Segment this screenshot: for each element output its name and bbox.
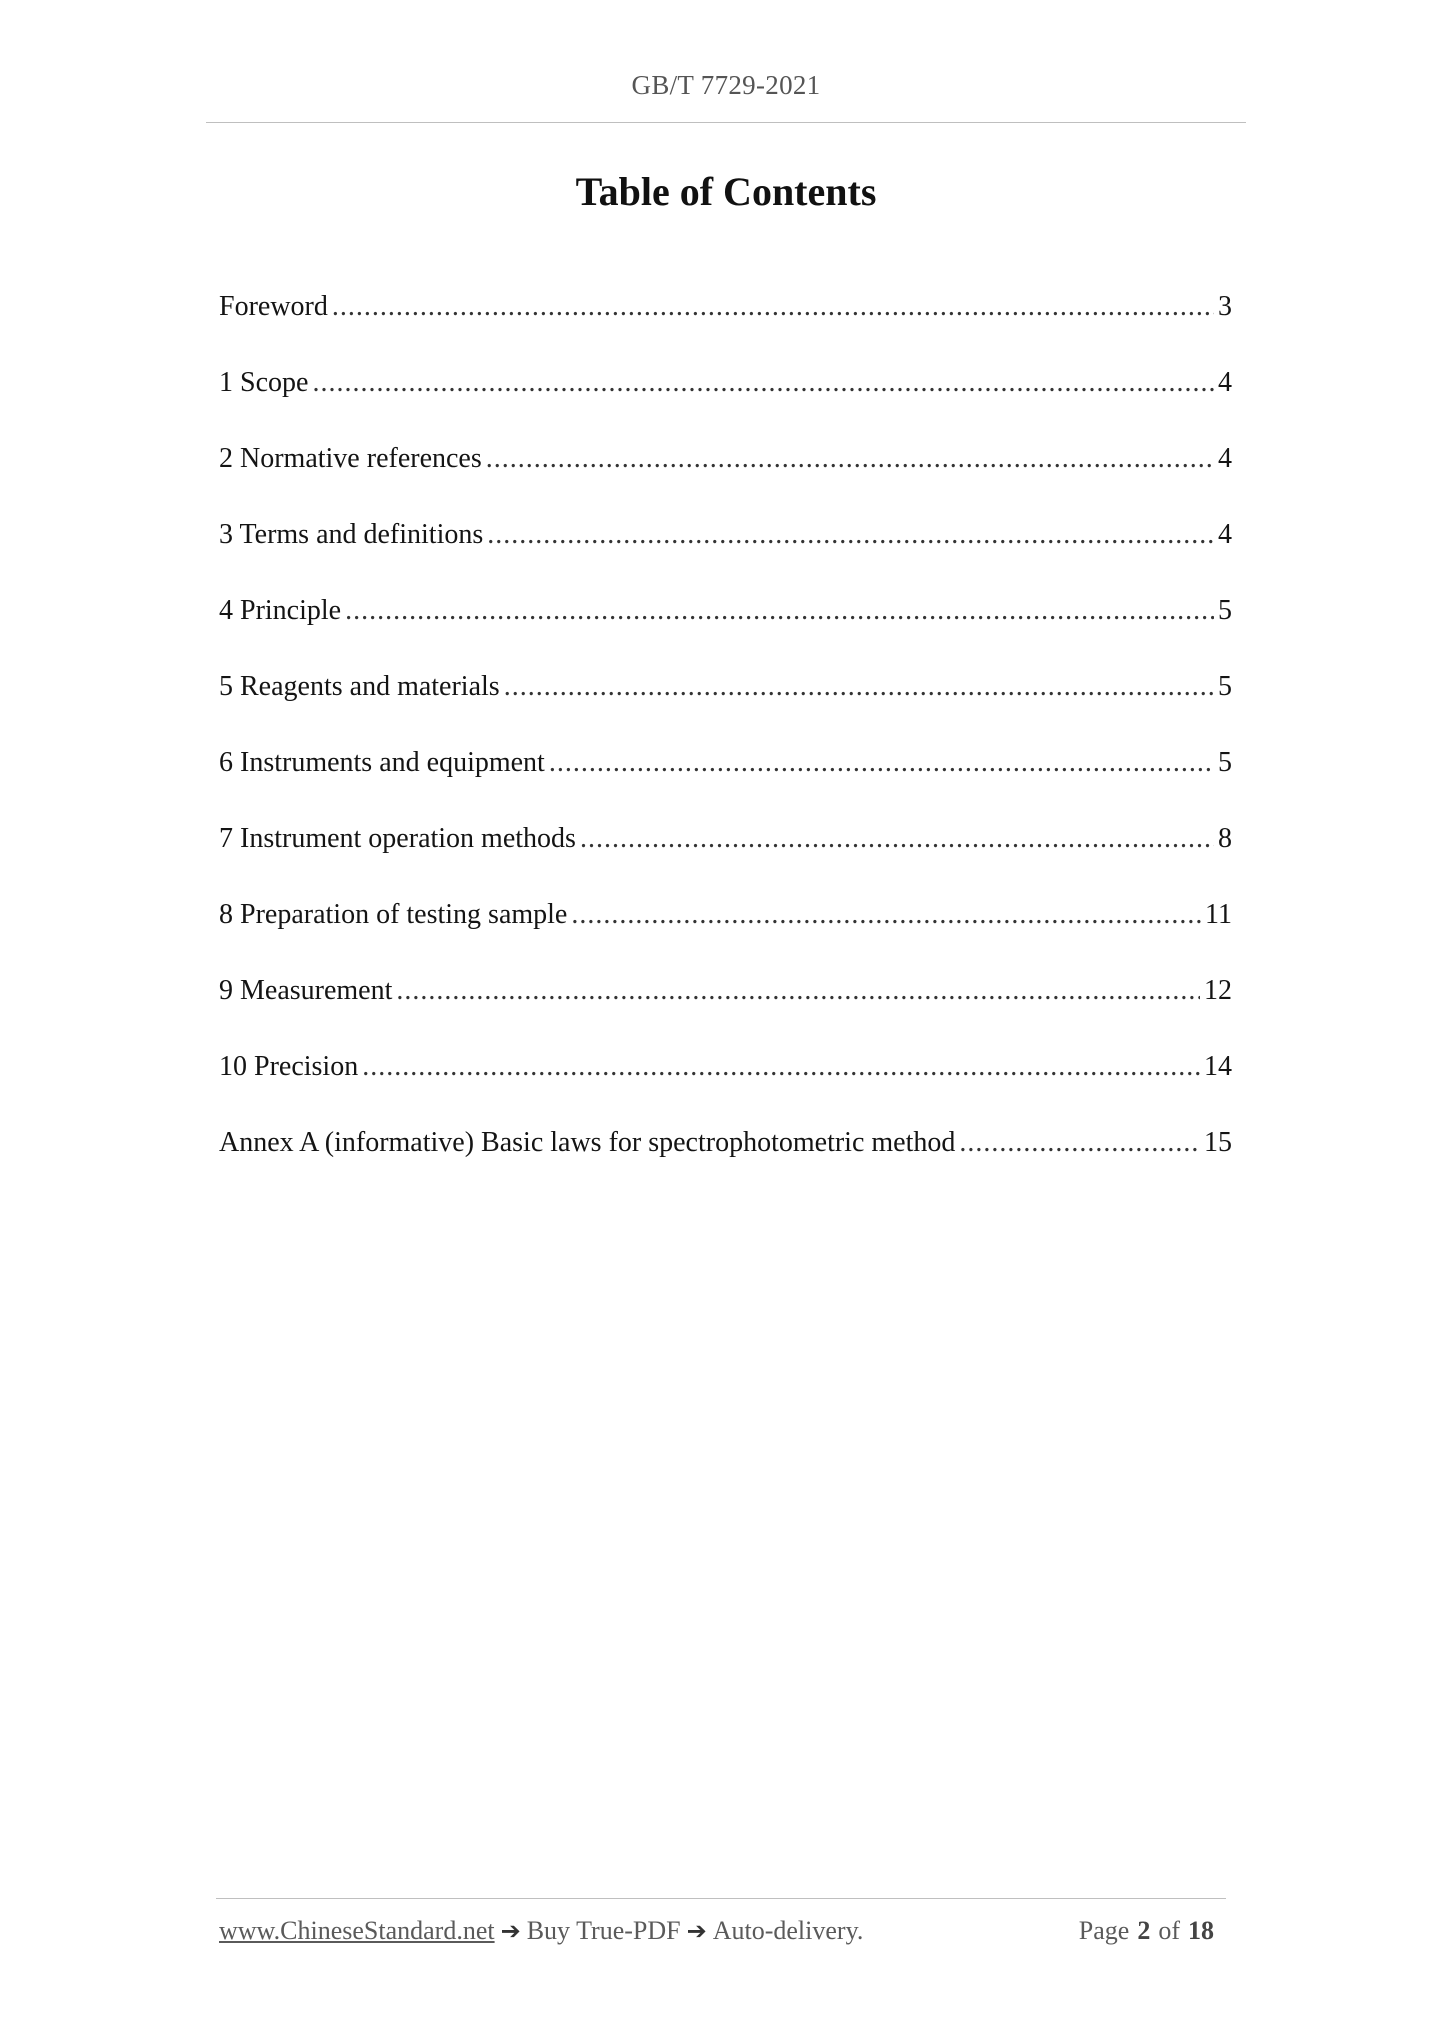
toc-title: Table of Contents: [575, 169, 877, 214]
page-footer: [219, 1916, 1226, 1956]
header-divider: [206, 122, 1246, 123]
toc-entry-precision[interactable]: [219, 1047, 1232, 1123]
toc-entry-normative-references[interactable]: [219, 439, 1232, 515]
toc-dot-leader: [580, 819, 1214, 859]
toc-entry-annex-a[interactable]: [219, 1123, 1232, 1199]
toc-entry-instruments-and-equipment[interactable]: [219, 743, 1232, 819]
toc-entry-label: Annex A (informative) Basic laws for spectrophotometric method: [219, 1127, 956, 1158]
current-page-number: 2: [1137, 1916, 1151, 1945]
toc-entry-page: 3: [1218, 291, 1232, 322]
toc-list: [219, 287, 1232, 1199]
toc-dot-leader: [332, 287, 1214, 327]
toc-dot-leader: [504, 667, 1214, 707]
toc-entry-page: 4: [1218, 367, 1232, 398]
toc-entry-measurement[interactable]: [219, 971, 1232, 1047]
toc-entry-preparation-of-testing-sample[interactable]: [219, 895, 1232, 971]
site-link[interactable]: www.ChineseStandard.net: [219, 1916, 495, 1945]
toc-entry-terms-and-definitions[interactable]: [219, 515, 1232, 591]
toc-entry-page: 4: [1218, 443, 1232, 474]
toc-entry-label: 4 Principle: [219, 595, 342, 626]
total-pages-number: 18: [1188, 1916, 1214, 1945]
toc-dot-leader: [571, 895, 1201, 935]
toc-dot-leader: [362, 1047, 1200, 1087]
toc-entry-label: 3 Terms and definitions: [219, 519, 484, 550]
arrow-right-icon: ➔: [686, 1917, 707, 1945]
toc-entry-label: Foreword: [219, 291, 328, 322]
toc-entry-page: 5: [1218, 595, 1232, 626]
of-word: of: [1158, 1916, 1180, 1945]
toc-dot-leader: [312, 363, 1214, 403]
toc-entry-principle[interactable]: [219, 591, 1232, 667]
page-word: Page: [1078, 1916, 1130, 1945]
toc-entry-page: 11: [1205, 899, 1232, 930]
page-number: [1079, 1916, 1222, 1946]
page-header: GB/T 7729-2021: [631, 70, 821, 100]
toc-entry-label: 6 Instruments and equipment: [219, 747, 545, 778]
toc-dot-leader: [959, 1123, 1200, 1163]
toc-entry-page: 15: [1204, 1127, 1232, 1158]
delivery-text: Auto-delivery.: [712, 1916, 864, 1945]
toc-dot-leader: [486, 439, 1214, 479]
toc-dot-leader: [396, 971, 1200, 1011]
toc-entry-label: 1 Scope: [219, 367, 309, 398]
toc-entry-scope[interactable]: [219, 363, 1232, 439]
toc-entry-page: 5: [1218, 747, 1232, 778]
toc-entry-label: 9 Measurement: [219, 975, 393, 1006]
toc-entry-page: 8: [1218, 823, 1232, 854]
arrow-right-icon: ➔: [500, 1917, 521, 1945]
footer-divider: [216, 1898, 1226, 1899]
toc-dot-leader: [345, 591, 1214, 631]
toc-entry-label: 7 Instrument operation methods: [219, 823, 576, 854]
toc-dot-leader: [549, 743, 1214, 783]
buy-text: Buy True-PDF: [526, 1916, 681, 1945]
toc-entry-label: 5 Reagents and materials: [219, 671, 500, 702]
toc-entry-label: 2 Normative references: [219, 443, 482, 474]
toc-entry-page: 4: [1218, 519, 1232, 550]
toc-entry-page: 14: [1204, 1051, 1232, 1082]
toc-entry-page: 12: [1204, 975, 1232, 1006]
toc-dot-leader: [487, 515, 1214, 555]
toc-entry-reagents-and-materials[interactable]: [219, 667, 1232, 743]
toc-entry-page: 5: [1218, 671, 1232, 702]
toc-entry-label: 8 Preparation of testing sample: [219, 899, 568, 930]
toc-entry-label: 10 Precision: [219, 1051, 359, 1082]
footer-promo: [219, 1916, 863, 1946]
toc-entry-instrument-operation-methods[interactable]: [219, 819, 1232, 895]
toc-entry-foreword[interactable]: [219, 287, 1232, 363]
